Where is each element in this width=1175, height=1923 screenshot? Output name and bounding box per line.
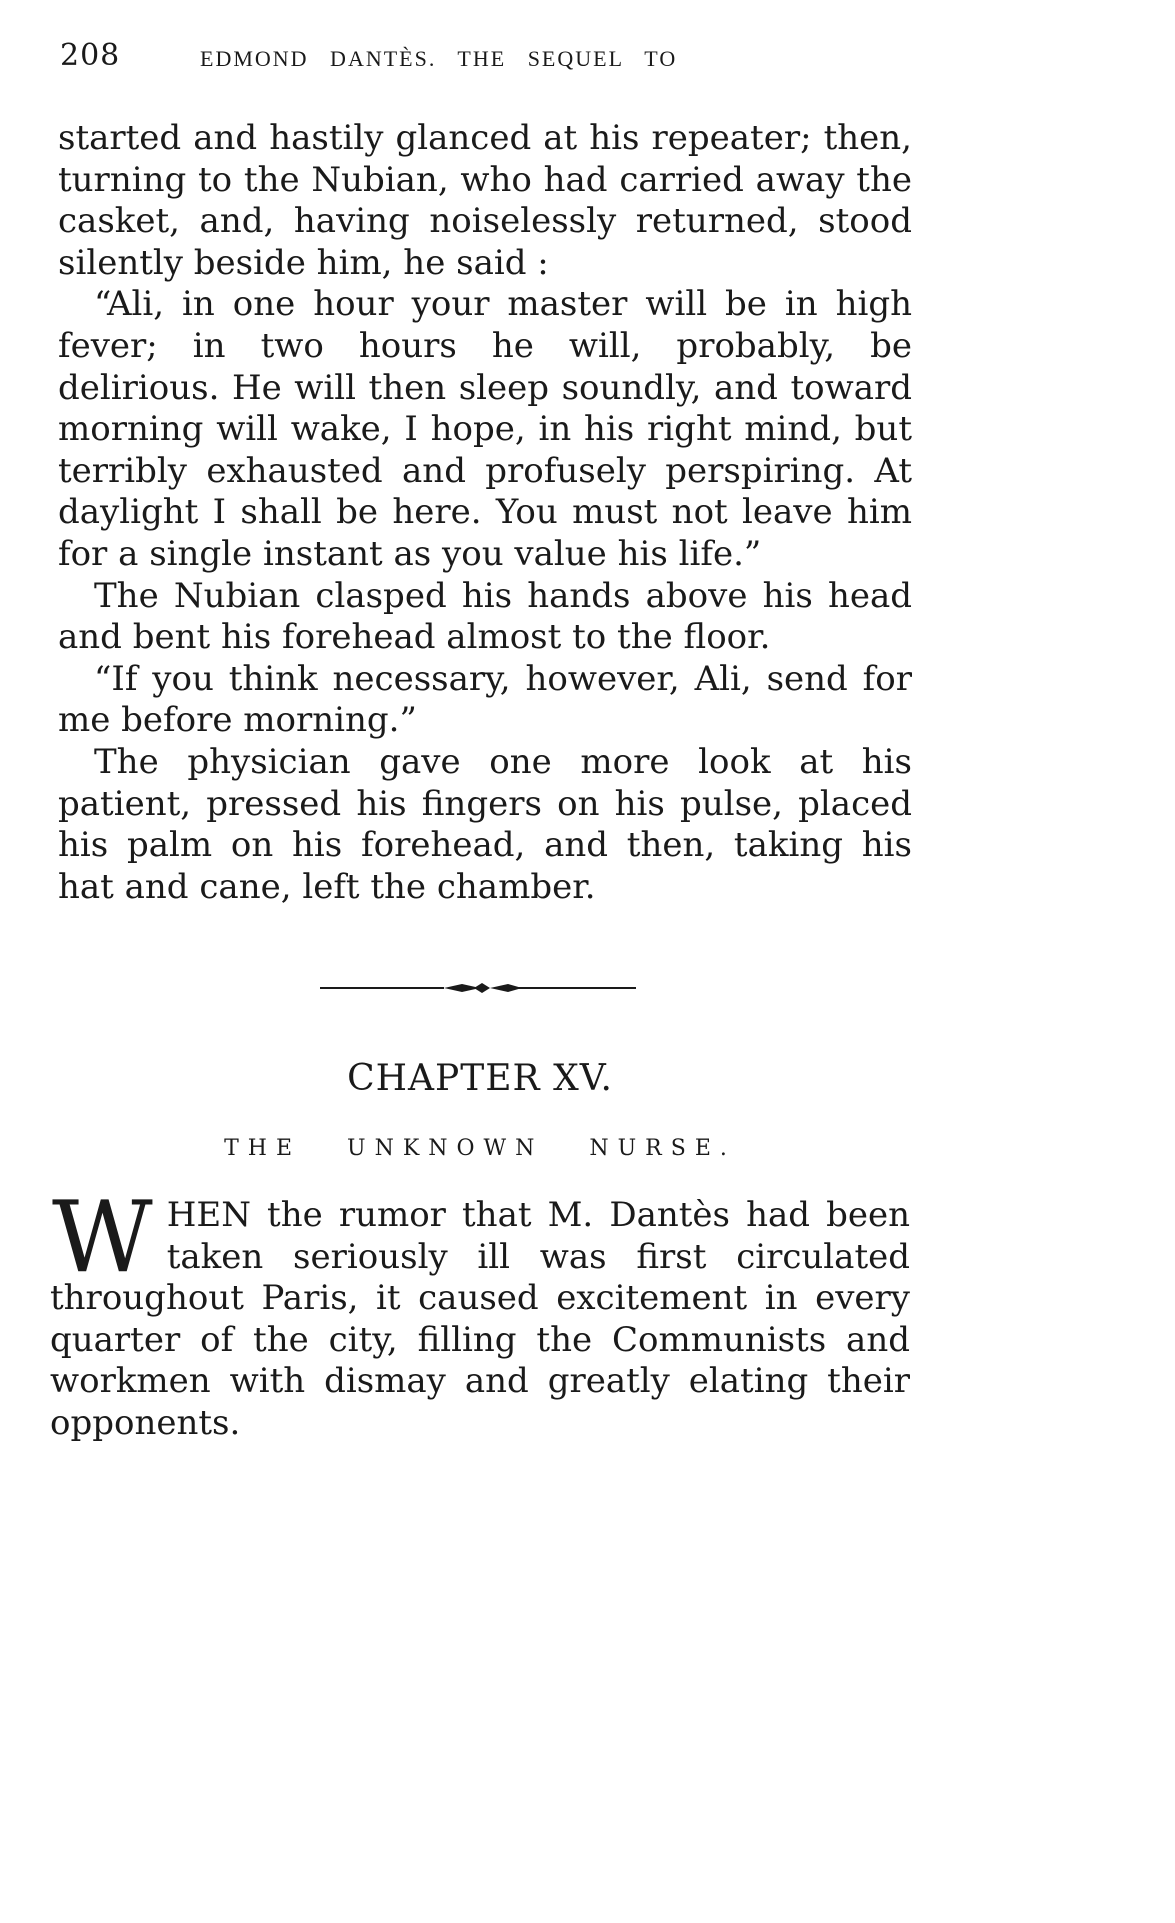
running-title: EDMOND DANTÈS. THE SEQUEL TO xyxy=(200,46,678,71)
body-text xyxy=(58,118,912,908)
paragraph: HEN the rumor that M. Dantès had been taken seriously ill was first circulated throughout Paris, it caused excitement in every quarter of the city, filling the Communists and workmen with dismay and greatly elating their opponents. xyxy=(50,1195,910,1443)
paragraph: The Nubian clasped his hands above his head and bent his forehead almost to the floor. xyxy=(58,575,912,658)
page-header xyxy=(60,38,920,74)
section-divider-ornament xyxy=(320,976,636,1000)
page-number: 208 xyxy=(60,38,121,73)
drop-cap: W xyxy=(52,1181,153,1295)
paragraph: started and hastily glanced at his repeater; then, turning to the Nubian, who had carried away the casket, and, having noiselessly returned, stood silently beside him, he said : xyxy=(58,118,912,283)
paragraph: “If you think necessary, however, Ali, send for me before morning.” xyxy=(58,658,912,741)
paragraph: “Ali, in one hour your master will be in high fever; in two hours he will, probably, be delirious. He will then sleep soundly, and toward morning will wake, I hope, in his right mind, but terribly exhausted and profusely perspiring. At daylight I shall be here. You must not leave him for a single instant as you value his life.” xyxy=(58,284,912,574)
chapter-subtitle: THE UNKNOWN NURSE. xyxy=(224,1136,736,1161)
paragraph: The physician gave one more look at his patient, pressed his fingers on his pulse, placed his palm on his forehead, and then, taking his hat and cane, left the chamber. xyxy=(58,741,912,907)
chapter-opening xyxy=(50,1181,910,1445)
chapter-title: CHAPTER XV. xyxy=(347,1058,613,1099)
